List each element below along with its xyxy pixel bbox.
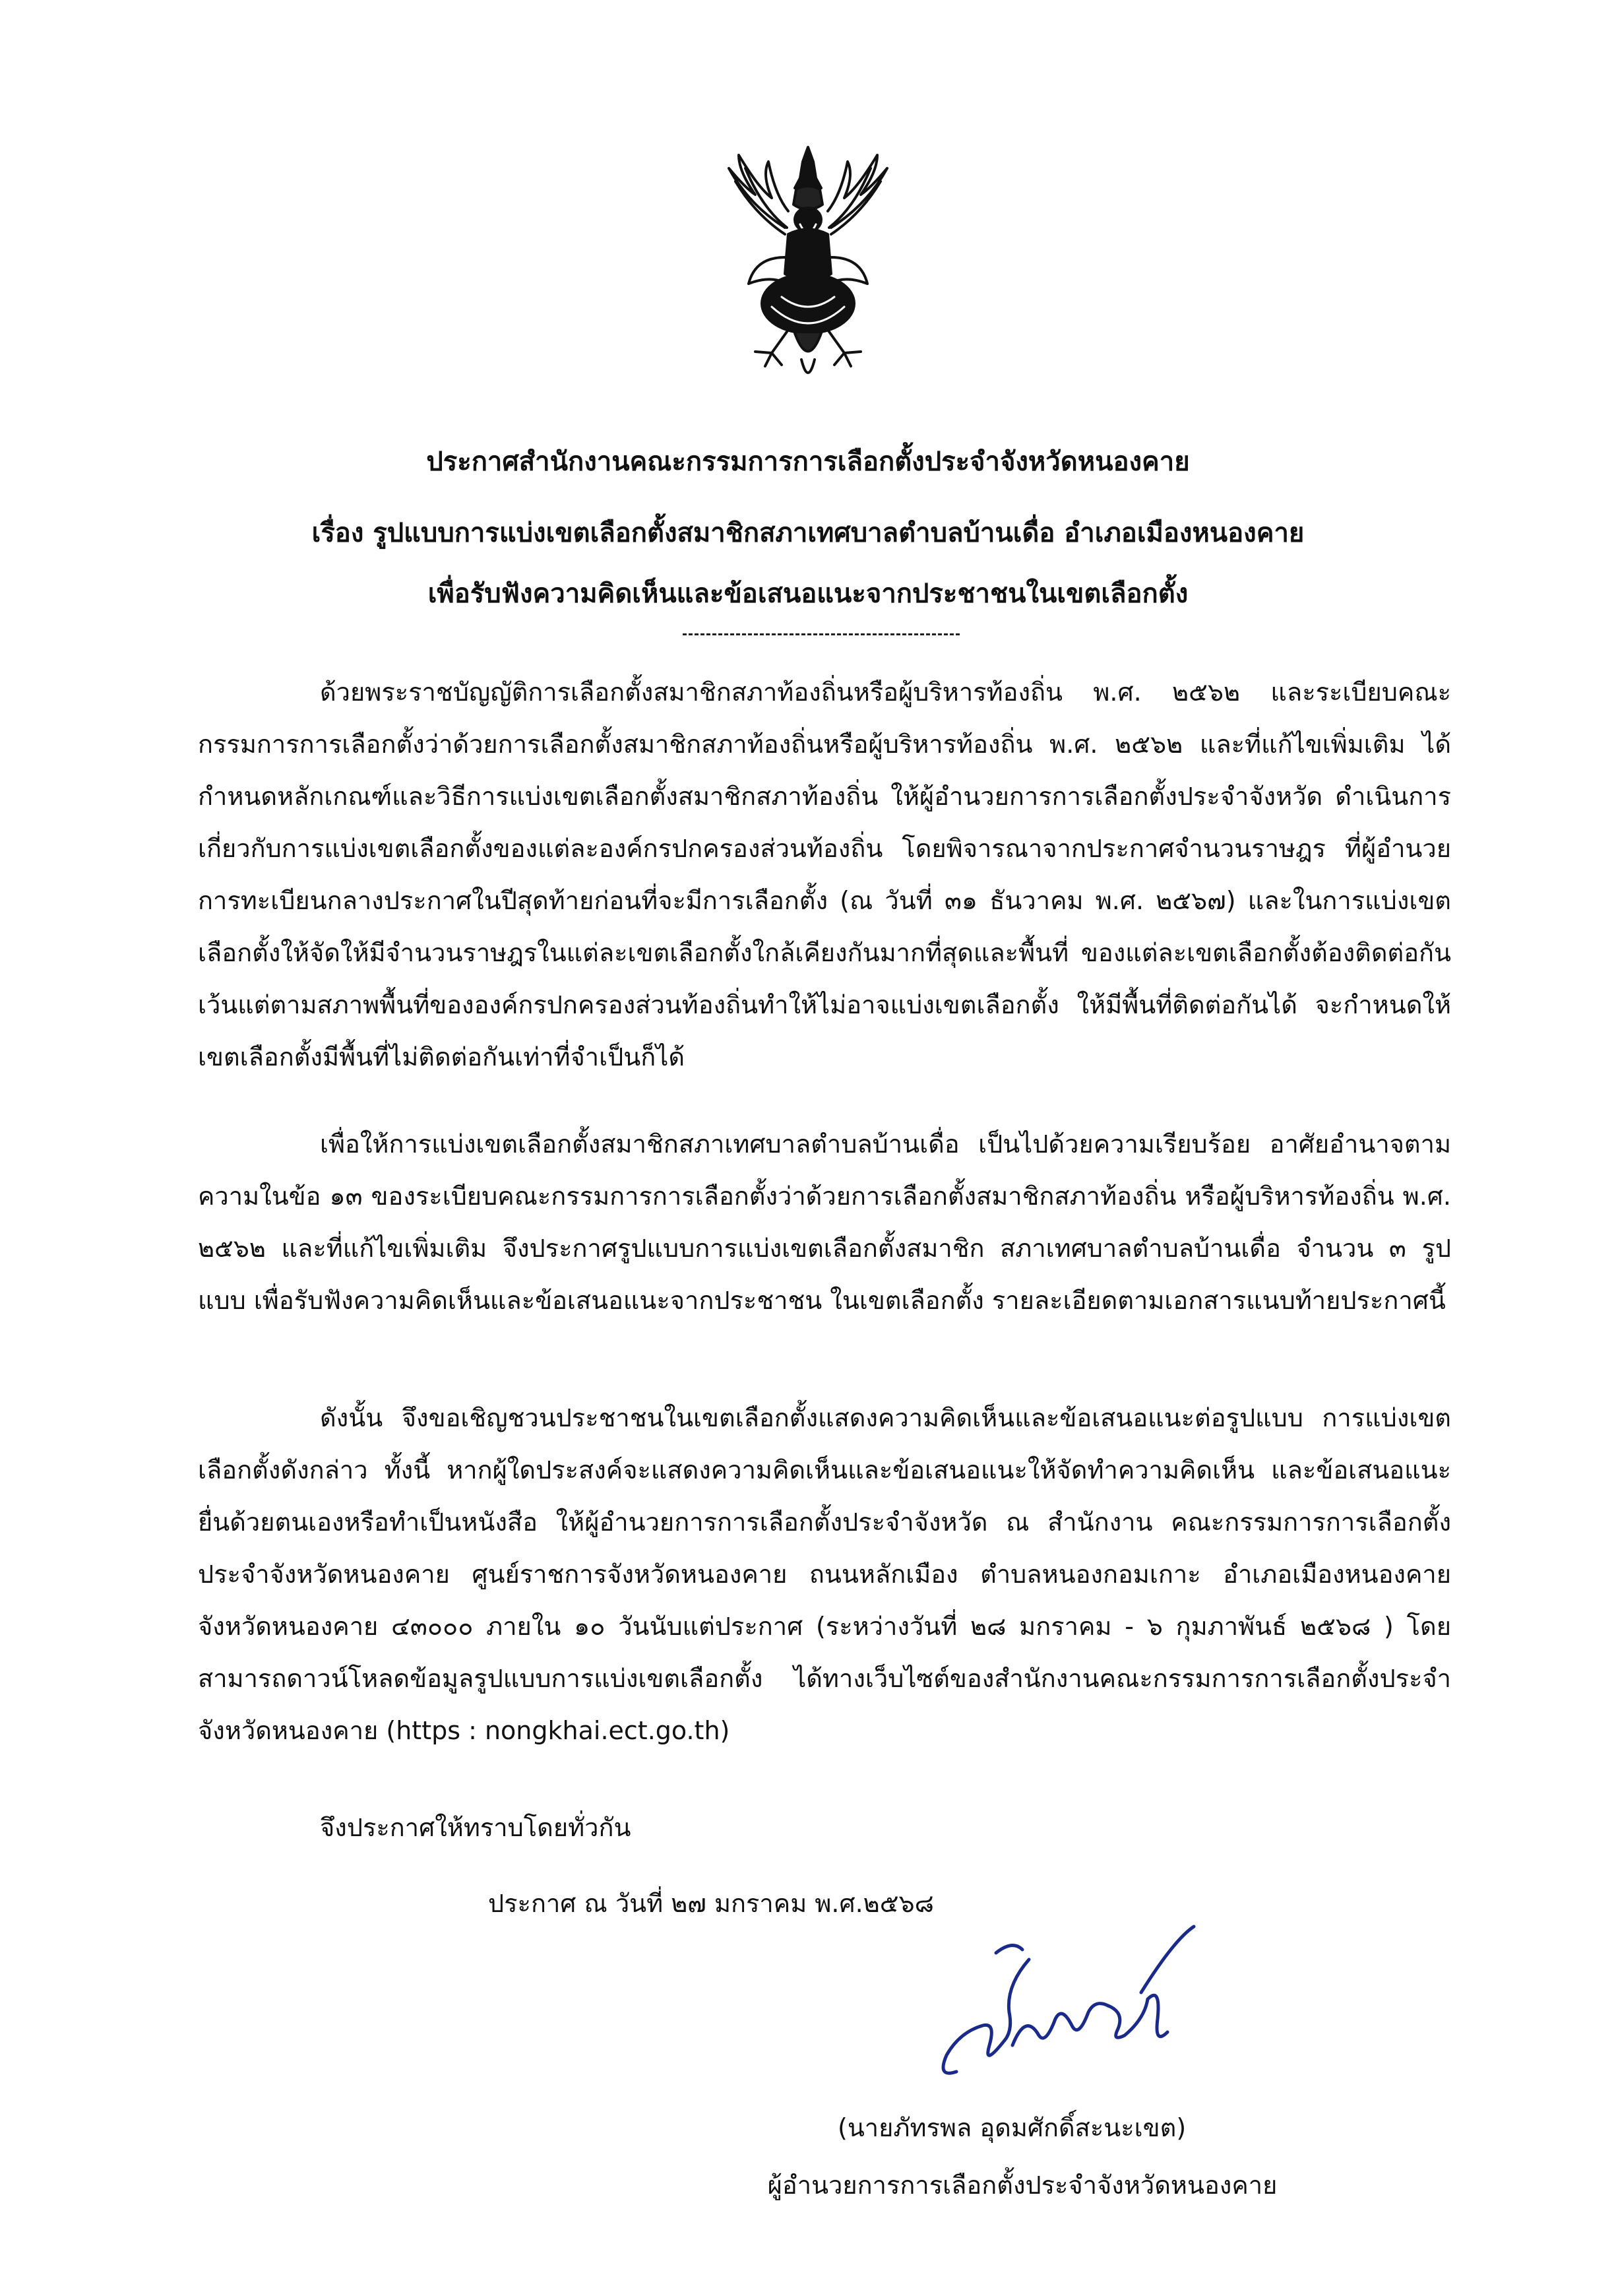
- signer-name: (นายภัทรพล อุดมศักดิ์สะนะเขต): [838, 2113, 1187, 2142]
- title-divider: [683, 633, 960, 635]
- announcement-subject: เรื่อง รูปแบบการแบ่งเขตเลือกตั้งสมาชิกสภาเทศบาลตำบลบ้านเดื่อ อำเภอเมืองหนองคาย: [311, 518, 1305, 548]
- announcement-subject-purpose: เพื่อรับฟังความคิดเห็นและข้อเสนอแนะจากประชาชนในเขตเลือกตั้ง: [427, 579, 1189, 609]
- signer-position: ผู้อำนวยการการเลือกตั้งประจำจังหวัดหนองคาย: [767, 2171, 1278, 2200]
- announcement-title: ประกาศสำนักงานคณะกรรมการการเลือกตั้งประจำจังหวัดหนองคาย: [426, 447, 1190, 477]
- handwritten-signature-icon: [897, 1913, 1227, 2098]
- body-paragraph-invitation: ดังนั้น จึงขอเชิญชวนประชาชนในเขตเลือกตั้งแสดงความคิดเห็นและข้อเสนอแนะต่อรูปแบบ การแบ่งเขตเลือกตั้งดังกล่าว ทั้งนี้ หากผู้ใดประสงค์จะแสดงความคิดเห็นและข้อเสนอแนะให้จัดทำความคิดเห็น และข้อเสนอแนะ ยื่นด้วยตนเองหรือทำเป็นหนังสือ ให้ผู้อำนวยการการเลือกตั้งประจำจังหวัด ณ สำนักงาน คณะกรรมการการเลือกตั้งประจำจังหวัดหนองคาย ศูนย์ราชการจังหวัดหนองคาย ถนนหลักเมือง ตำบลหนองกอมเกาะ อำเภอเมืองหนองคาย จังหวัดหนองคาย ๔๓๐๐๐ ภายใน ๑๐ วันนับแต่ประกาศ (ระหว่างวันที่ ๒๘ มกราคม - ๖ กุมภาพันธ์ ๒๕๖๘ ) โดยสามารถดาวน์โหลดข้อมูลรูปแบบการแบ่งเขตเลือกตั้ง ได้ทางเว็บไซต์ของสำนักงานคณะกรรมการการเลือกตั้งประจำจังหวัดหนองคาย (https : nongkhai.ect.go.th): [198, 1403, 1451, 1745]
- garuda-emblem-icon: [709, 142, 907, 393]
- body-paragraph-legal-basis: ด้วยพระราชบัญญัติการเลือกตั้งสมาชิกสภาท้องถิ่นหรือผู้บริหารท้องถิ่น พ.ศ. ๒๕๖๒ และระเบียบคณะกรรมการการเลือกตั้งว่าด้วยการเลือกตั้งสมาชิกสภาท้องถิ่นหรือผู้บริหารท้องถิ่น พ.ศ. ๒๕๖๒ และที่แก้ไขเพิ่มเติม ได้กำหนดหลักเกณฑ์และวิธีการแบ่งเขตเลือกตั้งสมาชิกสภาท้องถิ่น ให้ผู้อำนวยการการเลือกตั้งประจำจังหวัด ดำเนินการเกี่ยวกับการแบ่งเขตเลือกตั้งของแต่ละองค์กรปกครองส่วนท้องถิ่น โดยพิจารณาจากประกาศจำนวนราษฎร ที่ผู้อำนวยการทะเบียนกลางประกาศในปีสุดท้ายก่อนที่จะมีการเลือกตั้ง (ณ วันที่ ๓๑ ธันวาคม พ.ศ. ๒๕๖๗) และในการแบ่งเขตเลือกตั้งให้จัดให้มีจำนวนราษฎรในแต่ละเขตเลือกตั้งใกล้เคียงกันมากที่สุดและพื้นที่ ของแต่ละเขตเลือกตั้งต้องติดต่อกัน เว้นแต่ตามสภาพพื้นที่ขององค์กรปกครองส่วนท้องถิ่นทำให้ไม่อาจแบ่งเขตเลือกตั้ง ให้มีพื้นที่ติดต่อกันได้ จะกำหนดให้เขตเลือกตั้งมีพื้นที่ไม่ติดต่อกันเท่าที่จำเป็นก็ได้: [198, 678, 1451, 1071]
- announcement-date: ประกาศ ณ วันที่ ๒๗ มกราคม พ.ศ.๒๕๖๘: [488, 1889, 934, 1918]
- body-paragraph-announcement: เพื่อให้การแบ่งเขตเลือกตั้งสมาชิกสภาเทศบาลตำบลบ้านเดื่อ เป็นไปด้วยความเรียบร้อย อาศัยอำนาจตามความในข้อ ๑๓ ของระเบียบคณะกรรมการการเลือกตั้งว่าด้วยการเลือกตั้งสมาชิกสภาท้องถิ่น หรือผู้บริหารท้องถิ่น พ.ศ. ๒๕๖๒ และที่แก้ไขเพิ่มเติม จึงประกาศรูปแบบการแบ่งเขตเลือกตั้งสมาชิก สภาเทศบาลตำบลบ้านเดื่อ จำนวน ๓ รูปแบบ เพื่อรับฟังความคิดเห็นและข้อเสนอแนะจากประชาชน ในเขตเลือกตั้ง รายละเอียดตามเอกสารแนบท้ายประกาศนี้: [198, 1130, 1451, 1315]
- closing-statement: จึงประกาศให้ทราบโดยทั่วกัน: [320, 1813, 631, 1842]
